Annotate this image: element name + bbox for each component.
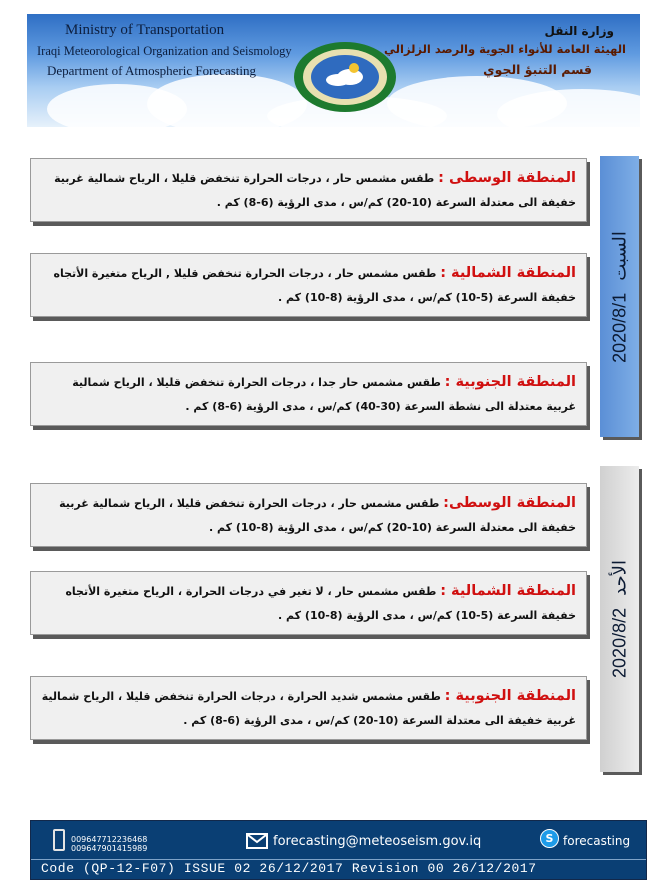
skype-handle[interactable]: forecasting xyxy=(563,834,631,848)
phone-number: 009647712236468 xyxy=(71,835,148,844)
region-label: المنطقة الجنوبية : xyxy=(444,374,576,390)
day-date: 2020/8/2 xyxy=(609,607,629,678)
day-name: الأحد xyxy=(609,560,629,596)
region-label: المنطقة الشمالية : xyxy=(440,583,576,599)
organization-logo xyxy=(292,40,398,114)
region-label: المنطقة الشمالية : xyxy=(440,265,576,281)
forecast-text: طقس مشمس شديد الحرارة ، درجات الحرارة تنخفض قليلا ، الرياح شمالية غربية خفيفة الى معتدلة السرعة (10-20) كم/س ، مدى الرؤية (6-8) كم . xyxy=(41,690,576,727)
day-name: السبت xyxy=(609,230,629,281)
document-code: Code (QP-12-F07) ISSUE 02 26/12/2017 Revision 00 26/12/2017 xyxy=(41,861,537,876)
phone-numbers xyxy=(71,835,147,853)
footer-contact-bar xyxy=(30,820,647,880)
ministry-name-en: Ministry of Transportation xyxy=(65,22,225,38)
forecast-text: طقس مشمس حار ، لا تغير في درجات الحرارة ، الرياح متغيرة الأتجاه خفيفة السرعة (5-10) كم/س ، مدى الرؤية (8-10) كم . xyxy=(65,585,576,622)
forecast-box-day2-south xyxy=(30,676,587,740)
day-date: 2020/8/1 xyxy=(609,292,629,363)
region-label: المنطقة الوسطى: xyxy=(443,495,576,511)
header-banner xyxy=(27,14,640,127)
forecast-text: طقس مشمس حار ، درجات الحرارة تنخفض قليلا ، الرياح شمالية غربية خفيفة الى معتدلة السرعة (10-20) كم/س ، مدى الرؤية (6-8) كم . xyxy=(54,172,576,209)
footer-divider xyxy=(31,859,646,860)
forecast-text: طقس مشمس حار ، درجات الحرارة تنخفض قليلا ، الرياح شمالية غربية خفيفة الى معتدلة السرعة (10-20) كم/س ، مدى الرؤية (8-10) كم . xyxy=(59,497,576,534)
mail-icon xyxy=(246,833,268,849)
forecast-box-day1-north xyxy=(30,253,587,317)
day-bar-sunday xyxy=(600,466,639,772)
skype-icon: S xyxy=(540,829,559,848)
forecast-box-day1-south xyxy=(30,362,587,426)
department-name-ar: قسم التنبؤ الجوي xyxy=(483,62,592,77)
region-label: المنطقة الجنوبية : xyxy=(444,688,576,704)
forecast-text: طقس مشمس حار جدا ، درجات الحرارة تنخفض قليلا ، الرياح شمالية غربية معتدلة الى نشطة السرعة (30-40) كم/س ، مدى الرؤية (6-8) كم . xyxy=(72,376,576,413)
email-address[interactable]: forecasting@meteoseism.gov.iq xyxy=(273,834,482,849)
region-label: المنطقة الوسطى : xyxy=(438,170,576,186)
forecast-box-day2-north xyxy=(30,571,587,635)
phone-icon xyxy=(53,829,65,851)
ministry-name-ar: وزارة النقل xyxy=(544,24,614,38)
forecast-text: طقس مشمس حار ، درجات الحرارة تنخفض قليلا , الرياح متغيرة الأتجاه خفيفة السرعة (5-10) كم/س ، مدى الرؤية (8-10) كم . xyxy=(53,267,576,304)
organization-name-en: Iraqi Meteorological Organization and Seismology xyxy=(37,44,292,58)
organization-name-ar: الهيئة العامة للأنواء الجوية والرصد الزلزالي xyxy=(384,42,626,56)
day-bar-saturday xyxy=(600,156,639,437)
forecast-box-day1-central xyxy=(30,158,587,222)
forecast-box-day2-central xyxy=(30,483,587,547)
phone-number: 009647901415989 xyxy=(71,844,148,853)
department-name-en: Department of Atmospheric Forecasting xyxy=(47,63,257,78)
